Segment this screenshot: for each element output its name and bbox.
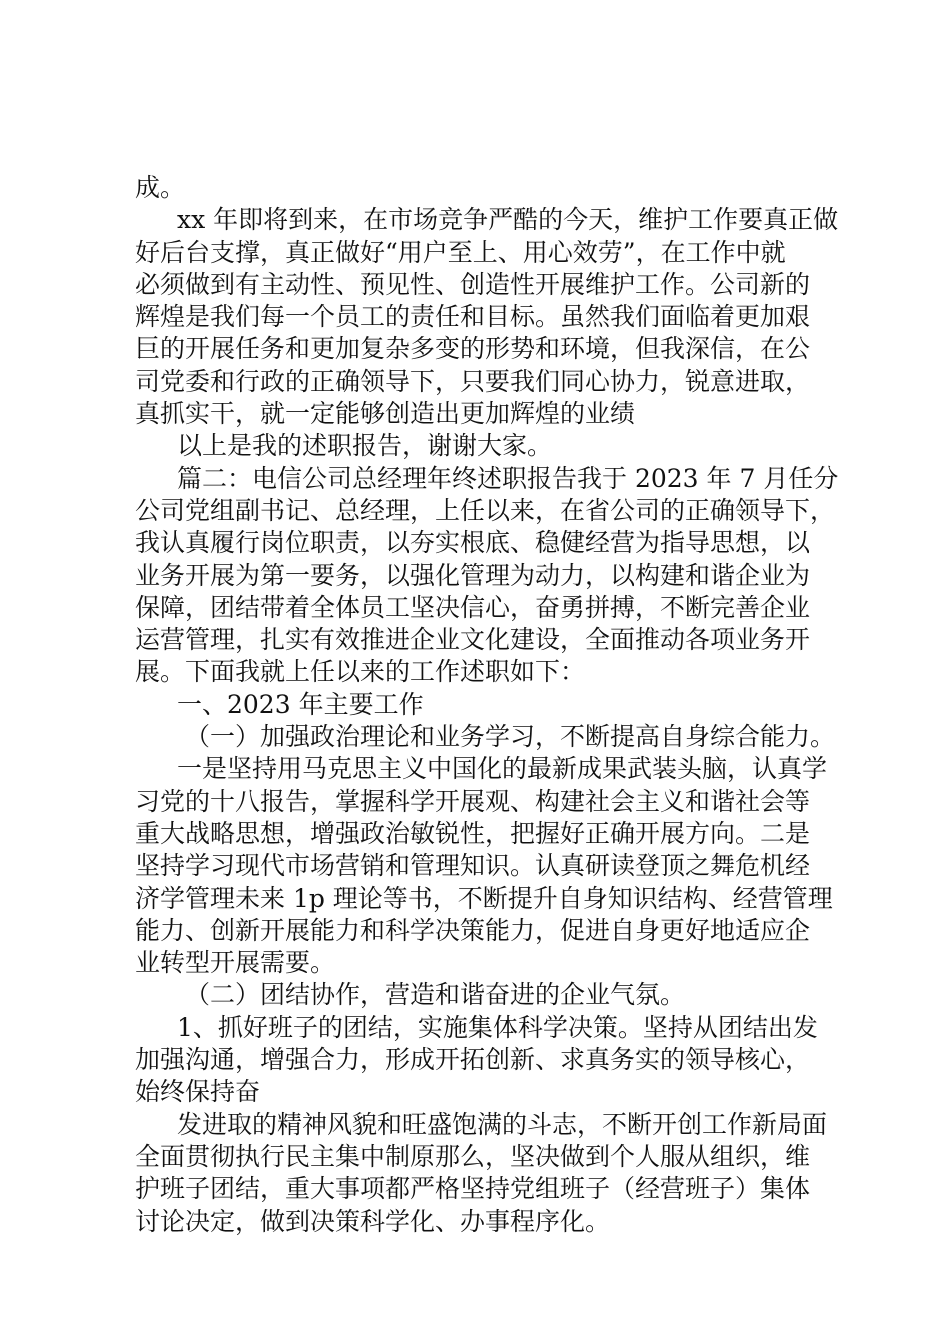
text-line: 业转型开展需要。 bbox=[135, 948, 336, 978]
text-line: 真抓实干，就一定能够创造出更加辉煌的业绩 bbox=[135, 399, 636, 429]
text-line: 济学管理未来 1p 理论等书，不断提升自身知识结构、经营管理 bbox=[135, 883, 833, 913]
text-line: 保障，团结带着全体员工坚决信心，奋勇拼搏，不断完善企业 bbox=[135, 592, 811, 622]
text-line: 展。下面我就上任以来的工作述职如下： bbox=[135, 657, 586, 687]
text-line: （一）加强政治理论和业务学习，不断提高自身综合能力。 bbox=[185, 722, 836, 752]
text-line: 我认真履行岗位职责，以夯实根底、稳健经营为指导思想，以 bbox=[135, 528, 811, 558]
text-line: 巨的开展任务和更加复杂多变的形势和环境，但我深信，在公 bbox=[135, 334, 811, 364]
text-line: 发进取的精神风貌和旺盛饱满的斗志，不断开创工作新局面 bbox=[177, 1109, 828, 1139]
text-line: 公司党组副书记、总经理，上任以来，在省公司的正确领导下， bbox=[135, 495, 836, 525]
text-line: 一、2023 年主要工作 bbox=[177, 689, 424, 719]
text-line: 篇二：电信公司总经理年终述职报告我于 2023 年 7 月任分 bbox=[177, 463, 839, 493]
text-line: xx 年即将到来，在市场竞争严酷的今天，维护工作要真正做 bbox=[177, 205, 839, 235]
text-line: 运营管理，扎实有效推进企业文化建设，全面推动各项业务开 bbox=[135, 625, 811, 655]
text-line: 1、抓好班子的团结，实施集体科学决策。坚持从团结出发 bbox=[177, 1012, 818, 1042]
text-line: 司党委和行政的正确领导下，只要我们同心协力，锐意进取， bbox=[135, 366, 811, 396]
text-line: 业务开展为第一要务，以强化管理为动力，以构建和谐企业为 bbox=[135, 560, 811, 590]
text-line: 护班子团结，重大事项都严格坚持党组班子（经营班子）集体 bbox=[135, 1174, 811, 1204]
text-line: （二）团结协作，营造和谐奋进的企业气氛。 bbox=[185, 980, 686, 1010]
text-line: 始终保持奋 bbox=[135, 1077, 261, 1107]
text-line: 成。 bbox=[135, 173, 186, 202]
text-line: 全面贯彻执行民主集中制原那么，坚决做到个人服从组织，维 bbox=[135, 1141, 811, 1171]
text-line: 能力、创新开展能力和科学决策能力，促进自身更好地适应企 bbox=[135, 915, 811, 945]
text-line: 必须做到有主动性、预见性、创造性开展维护工作。公司新的 bbox=[135, 269, 811, 299]
text-line: 讨论决定，做到决策科学化、办事程序化。 bbox=[135, 1206, 611, 1236]
text-line: 好后台支撑，真正做好“用户至上、用心效劳”，在工作中就 bbox=[135, 237, 786, 267]
text-line: 辉煌是我们每一个员工的责任和目标。虽然我们面临着更加艰 bbox=[135, 302, 811, 332]
text-line: 习党的十八报告，掌握科学开展观、构建社会主义和谐社会等 bbox=[135, 786, 811, 816]
text-line: 重大战略思想，增强政治敏锐性，把握好正确开展方向。二是 bbox=[135, 818, 811, 848]
text-line: 以上是我的述职报告，谢谢大家。 bbox=[177, 431, 553, 461]
text-line: 坚持学习现代市场营销和管理知识。认真研读登顶之舞危机经 bbox=[135, 851, 811, 881]
text-line: 加强沟通，增强合力，形成开拓创新、求真务实的领导核心， bbox=[135, 1045, 811, 1075]
text-line: 一是坚持用马克思主义中国化的最新成果武装头脑，认真学 bbox=[177, 754, 828, 784]
document-body bbox=[135, 172, 839, 1238]
